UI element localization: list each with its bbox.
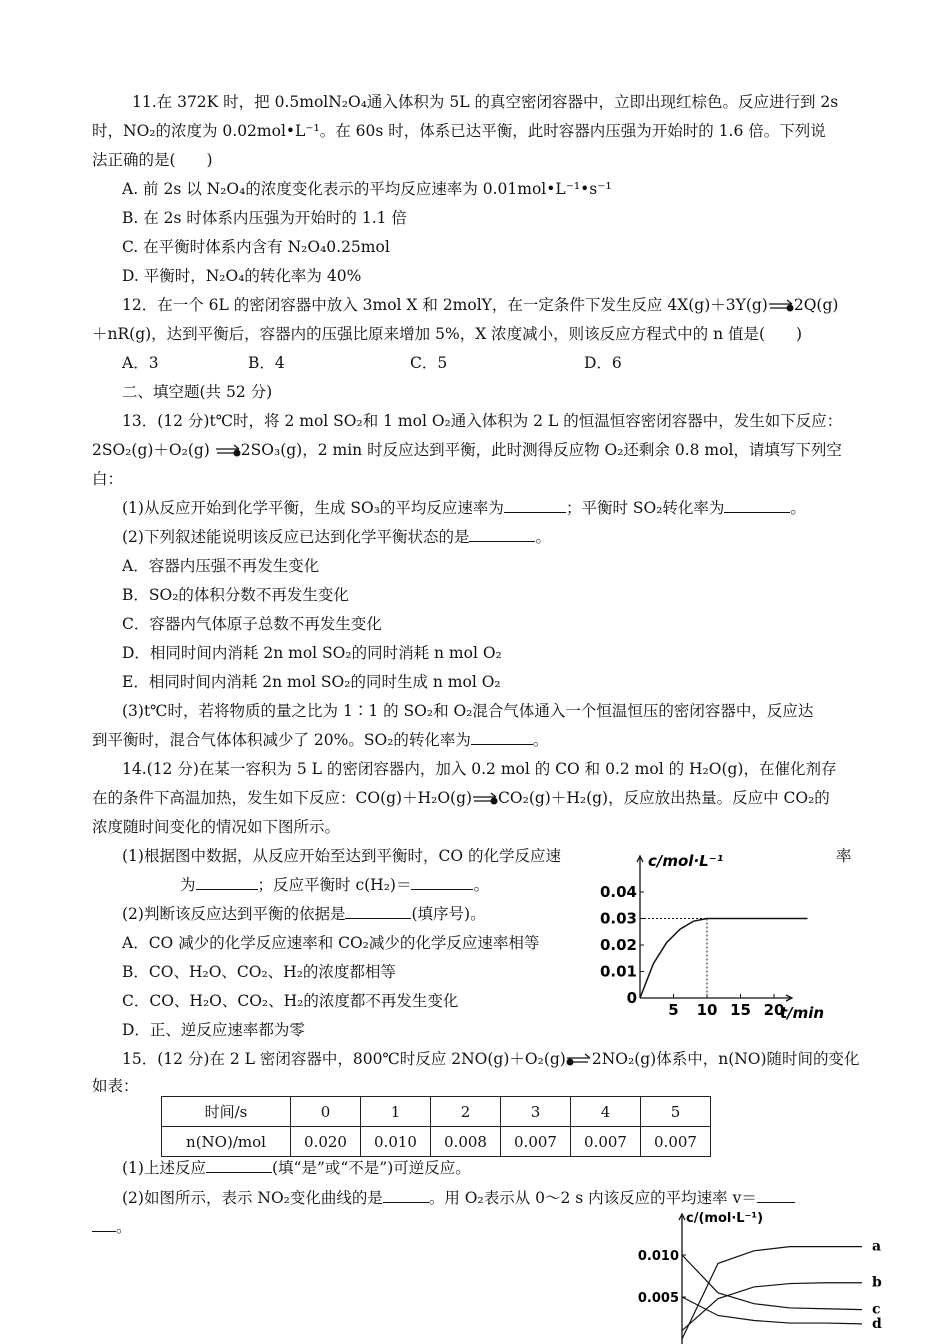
equilibrium-arrow-icon: [566, 1053, 592, 1067]
table-cell: 0.007: [641, 1127, 711, 1157]
q12-stem-line2: ＋nR(g)，达到平衡后，容器内的压强比原来增加 5%，X 浓度减小，则该反应方程式中的 n 值是( ): [92, 325, 803, 343]
x-tick-label: 5: [668, 1001, 679, 1019]
y-axis-label: c/mol·L⁻¹: [648, 852, 724, 870]
table-cell: 0.007: [571, 1127, 641, 1157]
q11-stem-line1: 11.在 372K 时，把 0.5molN₂O₄通入体积为 5L 的真空密闭容器中，立即出现红棕色。反应进行到 2s: [132, 93, 839, 111]
q14-part1-line1: (1)根据图中数据，从反应开始至达到平衡时，CO 的化学反应速: [122, 847, 561, 865]
x-tick-label: 10: [696, 1001, 718, 1019]
q13-part1: [122, 498, 806, 518]
q15-stem-line1: [122, 1049, 860, 1069]
q13-stem-line2: [92, 440, 842, 460]
q12-option-c: C．5: [410, 354, 448, 372]
q14-part2: [122, 904, 486, 924]
q14-option-d: D．正、逆反应速率都为零: [122, 1021, 305, 1039]
q15-part1-text-b: (填“是”或“不是”)可逆反应。: [271, 1159, 471, 1177]
q11-stem-line3: 法正确的是( ): [92, 151, 213, 169]
q11-stem-line2: 时，NO₂的浓度为 0.02mol•L⁻¹。在 60s 时，体系已达平衡，此时容器内压强为开始时的 1.6 倍。下列说: [92, 122, 826, 140]
series-line-co2: [640, 919, 808, 999]
co2-concentration-chart: [590, 850, 840, 1025]
q13-stem-line1: 13．(12 分)t℃时，将 2 mol SO₂和 1 mol O₂通入体积为 2 L 的恒温恒容密闭容器中，发生如下反应：: [122, 412, 843, 430]
q15-answer-blank-curve[interactable]: [383, 1188, 429, 1203]
series-line-a: [682, 1247, 862, 1339]
q14-stem-line3: 浓度随时间变化的情况如下图所示。: [92, 818, 341, 836]
q14-part1-line2: [180, 875, 489, 895]
q13-part2: [122, 527, 551, 547]
q13-option-d: D．相同时间内消耗 2n mol SO₂的同时消耗 n mol O₂: [122, 644, 502, 662]
q15-answer-blank-reversible[interactable]: [206, 1158, 272, 1173]
y-axis-label: c/(mol·L⁻¹): [686, 1211, 764, 1226]
q14-part2-text-b: (填序号)。: [411, 905, 486, 923]
q13-part3-line1: (3)t℃时，若将物质的量之比为 1∶1 的 SO₂和 O₂混合气体通入一个恒温恒压的密闭容器中，反应达: [122, 702, 814, 720]
q13-part3-text-b: 到平衡时，混合气体体积减少了 20%。SO₂的转化率为: [92, 731, 471, 749]
q13-stem-line3: 白：: [92, 470, 124, 488]
q14-stem-line2: [92, 788, 830, 808]
q14-equation-left: 在的条件下高温加热，发生如下反应：CO(g)＋H₂O(g): [92, 789, 473, 807]
q13-answer-blank-so2-conversion[interactable]: [471, 730, 533, 745]
series-label-a: a: [872, 1238, 882, 1255]
table-cell: 3: [501, 1097, 571, 1127]
q15-part2-text-c: 。: [116, 1218, 132, 1236]
table-cell: 0.007: [501, 1127, 571, 1157]
q11-option-b: B. 在 2s 时体系内压强为开始时的 1.1 倍: [122, 209, 407, 227]
q13-part1-text-b: ；平衡时 SO₂转化率为: [565, 499, 725, 517]
series-line-d: [682, 1297, 862, 1324]
q11-option-c: C. 在平衡时体系内含有 N₂O₄0.25mol: [122, 238, 390, 256]
x-tick-label: 15: [730, 1001, 751, 1019]
equilibrium-arrow-icon: [215, 444, 241, 458]
section-heading-fill-in: 二、填空题(共 52 分): [122, 383, 273, 401]
table-cell: 0: [291, 1097, 361, 1127]
series-label-c: c: [872, 1301, 881, 1318]
q14-option-a: A．CO 减少的化学反应速率和 CO₂减少的化学反应速率相等: [122, 934, 540, 952]
q15-equation-left: 15．(12 分)在 2 L 密闭容器中，800℃时反应 2NO(g)＋O₂(g): [122, 1050, 566, 1068]
q15-answer-blank-rate-cont[interactable]: [92, 1217, 116, 1232]
x-tick-label: 20: [763, 1001, 785, 1019]
q14-stem-line1: 14.(12 分)在某一容积为 5 L 的密闭容器内，加入 0.2 mol 的 CO 和 0.2 mol 的 H₂O(g)，在催化剂存: [122, 760, 837, 778]
q14-part2-text-a: (2)判断该反应达到平衡的依据是: [122, 905, 346, 923]
q14-answer-blank-co-rate[interactable]: [196, 875, 258, 890]
q14-part1-text-e: 。: [473, 876, 489, 894]
q14-part1-text-d: ；反应平衡时 c(H₂)＝: [257, 876, 412, 894]
q13-option-a: A．容器内压强不再发生变化: [122, 557, 320, 575]
q14-option-c: C．CO、H₂O、CO₂、H₂的浓度都不再发生变化: [122, 992, 459, 1010]
q13-part1-text-c: 。: [790, 499, 806, 517]
series-label-b: b: [872, 1274, 882, 1291]
concentration-curves-chart: [630, 1206, 882, 1344]
q13-part2-text-a: (2)下列叙述能说明该反应已达到化学平衡状态的是: [122, 528, 470, 546]
x-axis-label: t/min: [780, 1004, 825, 1022]
q11-option-a: A. 前 2s 以 N₂O₄的浓度变化表示的平均反应速率为 0.01mol•L⁻¹•s⁻¹: [122, 180, 612, 198]
table-cell: n(NO)/mol: [162, 1127, 291, 1157]
q15-part2-text-a: (2)如图所示，表示 NO₂变化曲线的是: [122, 1189, 383, 1207]
q13-option-c: C．容器内气体原子总数不再发生变化: [122, 615, 382, 633]
q14-answer-blank-h2-conc[interactable]: [411, 875, 473, 890]
q15-part2-line1: [122, 1188, 795, 1208]
table-cell: 0.008: [431, 1127, 501, 1157]
q15-part2-line2: [92, 1217, 132, 1237]
table-cell: 时间/s: [162, 1097, 291, 1127]
q13-part3-line2: [92, 730, 548, 750]
y-tick-label: 0.005: [637, 1291, 679, 1306]
y-tick-label: 0.01: [599, 962, 637, 981]
q13-equation-right: 2SO₃(g)，2 min 时反应达到平衡，此时测得反应物 O₂还剩余 0.8 mol，请填写下列空: [240, 441, 842, 459]
q13-answer-blank-equilibrium[interactable]: [469, 527, 535, 542]
y-tick-label: 0.010: [637, 1249, 679, 1264]
table-cell: 0.020: [291, 1127, 361, 1157]
q13-part2-text-b: 。: [535, 528, 551, 546]
table-row: [162, 1097, 711, 1127]
q13-equation-left: 2SO₂(g)＋O₂(g): [92, 441, 210, 459]
q12-option-d: D．6: [584, 354, 622, 372]
y-tick-label: 0.03: [599, 909, 637, 928]
q13-part1-text-a: (1)从反应开始到化学平衡，生成 SO₃的平均反应速率为: [122, 499, 504, 517]
q11-option-d: D. 平衡时，N₂O₄的转化率为 40%: [122, 267, 362, 285]
table-cell: 2: [431, 1097, 501, 1127]
q15-part1-text-a: (1)上述反应: [122, 1159, 206, 1177]
equilibrium-arrow-icon: [768, 299, 794, 313]
q14-answer-blank-basis[interactable]: [345, 904, 411, 919]
table-cell: 0.010: [361, 1127, 431, 1157]
q12-option-b: B．4: [248, 354, 285, 372]
q12-option-a: A．3: [122, 354, 159, 372]
q14-equation-right: CO₂(g)＋H₂(g)，反应放出热量。反应中 CO₂的: [498, 789, 830, 807]
y-tick-label: 0: [626, 989, 637, 1007]
table-cell: 1: [361, 1097, 431, 1127]
q15-stem-line2: 如表：: [92, 1077, 139, 1095]
q12-stem-part1: 12．在一个 6L 的密闭容器中放入 3mol X 和 2molY，在一定条件下发生反应 4X(g)＋3Y(g): [122, 296, 768, 314]
table-row: [162, 1127, 711, 1157]
q13-answer-blank-rate[interactable]: [504, 498, 566, 513]
y-tick-label: 0.04: [599, 883, 637, 901]
y-tick-label: 0.02: [599, 936, 637, 954]
q13-part3-text-c: 。: [532, 731, 549, 749]
q15-part2-text-b: 。用 O₂表示从 0～2 s 内该反应的平均速率 v＝: [428, 1189, 757, 1207]
series-label-d: d: [872, 1315, 882, 1332]
no-amount-table: [161, 1096, 711, 1157]
q14-part1-text-c: 为: [180, 876, 196, 894]
q13-answer-blank-conversion[interactable]: [724, 498, 790, 513]
table-cell: 4: [571, 1097, 641, 1127]
q12-stem-part2: 2Q(g): [793, 296, 839, 314]
q12-stem-line1: [122, 295, 838, 315]
q13-option-e: E．相同时间内消耗 2n mol SO₂的同时生成 n mol O₂: [122, 673, 501, 691]
q15-answer-blank-rate[interactable]: [757, 1188, 795, 1203]
q15-part1: [122, 1158, 471, 1178]
q13-option-b: B．SO₂的体积分数不再发生变化: [122, 586, 349, 604]
q14-option-b: B．CO、H₂O、CO₂、H₂的浓度都相等: [122, 963, 396, 981]
q14-part1-line1-end: 率: [836, 847, 852, 865]
q15-equation-right: 2NO₂(g)体系中，n(NO)随时间的变化: [591, 1050, 860, 1068]
equilibrium-arrow-icon: [472, 792, 498, 806]
table-cell: 5: [641, 1097, 711, 1127]
